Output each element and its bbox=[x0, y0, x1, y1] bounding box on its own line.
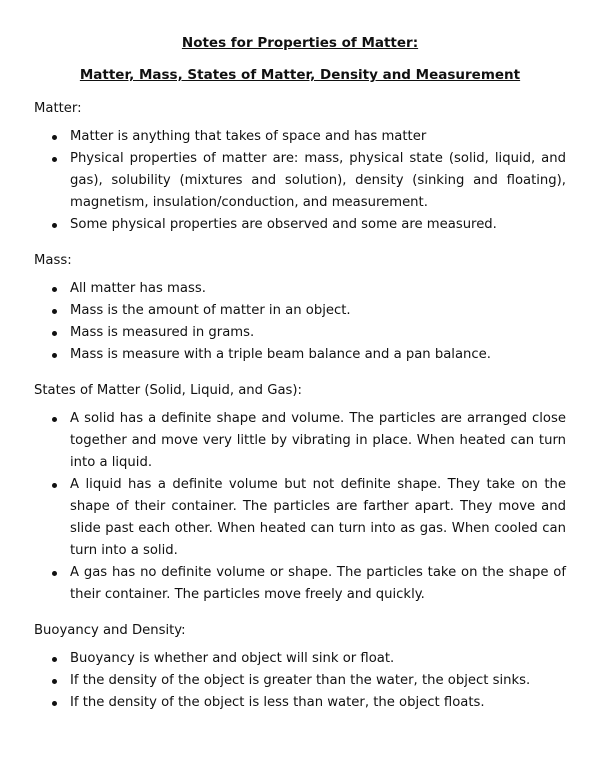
bullet-list bbox=[34, 408, 566, 606]
section-heading: Buoyancy and Density: bbox=[34, 623, 186, 638]
section-heading: Matter: bbox=[34, 101, 82, 116]
list-item: Buoyancy is whether and object will sink or float. bbox=[34, 648, 566, 670]
section-buoyancy-density bbox=[34, 622, 566, 714]
list-item: If the density of the object is greater than the water, the object sinks. bbox=[34, 670, 566, 692]
bullet-list bbox=[34, 278, 566, 366]
section-states-of-matter bbox=[34, 382, 566, 606]
bullet-list bbox=[34, 648, 566, 714]
document-subtitle: Matter, Mass, States of Matter, Density and Measurement bbox=[79, 67, 521, 83]
bullet-list bbox=[34, 126, 566, 236]
list-item: A liquid has a definite volume but not definite shape. They take on the shape of their container. The particles are farther apart. They move and slide past each other. When heated can turn into as gas. When cooled can turn into a solid. bbox=[34, 474, 566, 562]
list-item: Matter is anything that takes of space and has matter bbox=[34, 126, 566, 148]
section-matter bbox=[34, 100, 566, 236]
list-item: A gas has no definite volume or shape. The particles take on the shape of their container. The particles move freely and quickly. bbox=[34, 562, 566, 606]
list-item: Mass is the amount of matter in an object. bbox=[34, 300, 566, 322]
section-mass bbox=[34, 252, 566, 366]
list-item: If the density of the object is less than water, the object floats. bbox=[34, 692, 566, 714]
section-heading: States of Matter (Solid, Liquid, and Gas): bbox=[34, 383, 302, 398]
list-item: Mass is measured in grams. bbox=[34, 322, 566, 344]
list-item: Mass is measure with a triple beam balance and a pan balance. bbox=[34, 344, 566, 366]
list-item: A solid has a definite shape and volume. The particles are arranged close together and move very little by vibrating in place. When heated can turn into a liquid. bbox=[34, 408, 566, 474]
section-heading: Mass: bbox=[34, 253, 72, 268]
list-item: All matter has mass. bbox=[34, 278, 566, 300]
document-title: Notes for Properties of Matter: bbox=[181, 35, 419, 51]
list-item: Some physical properties are observed and some are measured. bbox=[34, 214, 566, 236]
list-item: Physical properties of matter are: mass, physical state (solid, liquid, and gas), solubility (mixtures and solution), density (sinking and floating), magnetism, insulation/conduction, and measurement. bbox=[34, 148, 566, 214]
